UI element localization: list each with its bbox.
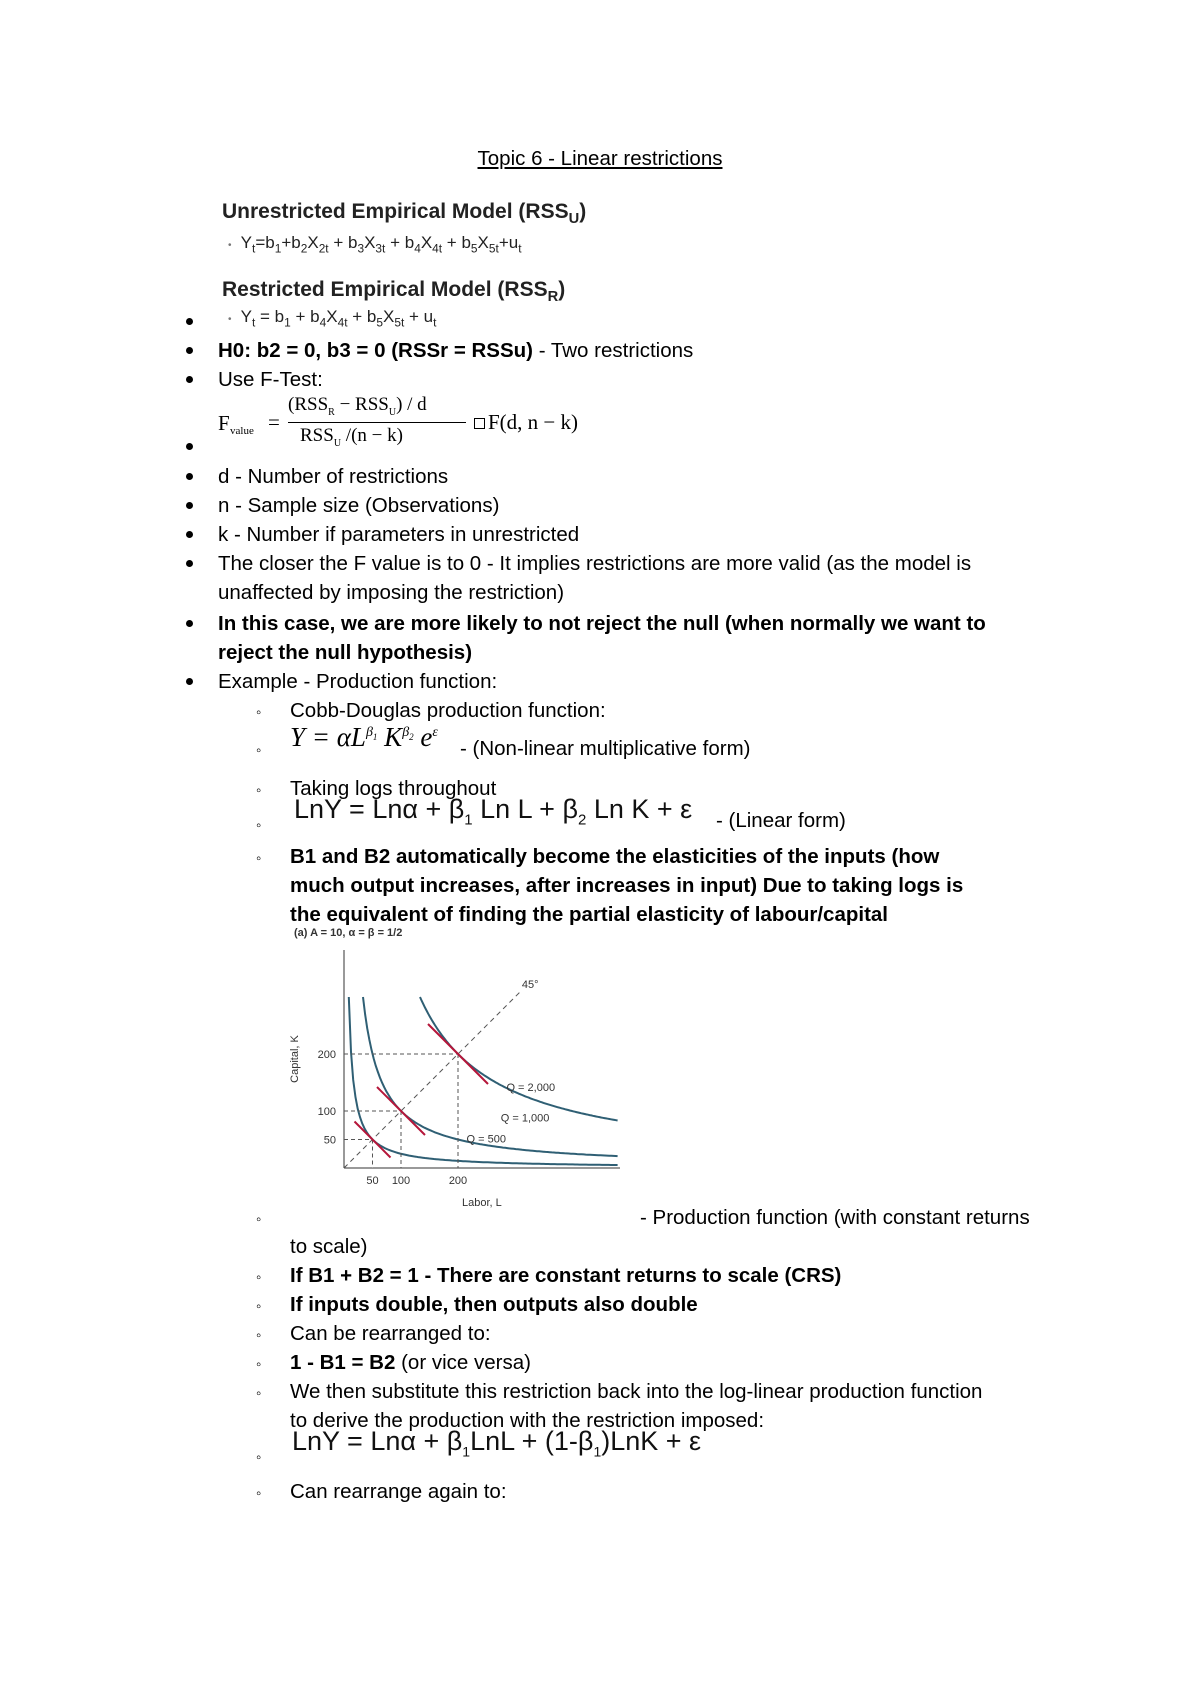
substitute-text-line1: We then substitute this restriction back into the log-linear production function: [290, 1380, 983, 1403]
bullet: [186, 376, 193, 383]
closer-f-text-line1: The closer the F value is to 0 - It implies restrictions are more valid (as the model is: [218, 552, 972, 575]
substitute-text-line2: to derive the production with the restriction imposed:: [290, 1409, 765, 1432]
bullet: [186, 347, 193, 354]
vice-versa-text: 1 - B1 = B2 (or vice versa): [290, 1351, 531, 1374]
isoquant-q2000: [420, 997, 618, 1121]
production-isoquant-chart: [280, 922, 650, 1212]
example-text: Example - Production function:: [218, 670, 498, 693]
unrestricted-model-heading: Unrestricted Empirical Model $(RSS_U)$: [222, 200, 587, 228]
cobb-douglas-text: Cobb-Douglas production function:: [290, 699, 606, 722]
elasticity-text-line1: B1 and B2 automatically become the elasticities of the inputs (how: [290, 845, 940, 868]
elasticity-text-line3: the equivalent of finding the partial elasticity of labour/capital: [290, 903, 889, 926]
unrestricted-model-equation: • $Y_t=b_1+b_2X_{2t} + b_3X_{3t} + b_4X_{4t} + b_5X_{5t}+u_t$: [228, 233, 522, 256]
in-this-case-line1: In this case, we are more likely to not reject the null (when normally we want to: [218, 612, 986, 635]
definition-k: k - Number if parameters in unrestricted: [218, 523, 580, 546]
elasticity-text-line2: much output increases, after increases in input) Due to taking logs is: [290, 874, 964, 897]
series-label-1: Q = 1,000: [500, 1112, 550, 1125]
sub-bullet: ◦: [256, 1385, 262, 1402]
closer-f-text-line2: unaffected by imposing the restriction): [218, 581, 565, 604]
x-axis-label: Labor, L: [462, 1197, 502, 1209]
bullet: [186, 318, 193, 325]
taking-logs-text: Taking logs throughout: [290, 777, 497, 800]
sub-bullet: ◦: [256, 742, 262, 759]
sub-bullet: ◦: [256, 1327, 262, 1344]
chart-title: (a) A = 10, α = β = 1/2: [294, 927, 403, 939]
x-tick-2: 200: [448, 1175, 468, 1187]
definition-d: d - Number of restrictions: [218, 465, 449, 488]
in-this-case-line2: reject the null hypothesis): [218, 641, 473, 664]
f-test-formula: F value = $(RSS_R - RSS_U) / d$ $RSS_U$ /(n − k) F(d, n − k): [218, 394, 579, 449]
series-label-2: Q = 2,000: [506, 1082, 556, 1095]
crs-text: If B1 + B2 = 1 - There are constant returns to scale (CRS): [290, 1264, 842, 1287]
x-tick-1: 100: [391, 1175, 411, 1187]
y-tick-0: 50: [323, 1134, 336, 1147]
sub-bullet: ◦: [256, 1211, 262, 1228]
restricted-model-equation: • $Y_t = b_1 + b_4X_{4t} + b_5X_{5t} + u_t$: [228, 307, 437, 330]
sub-bullet: ◦: [256, 1298, 262, 1315]
bullet: [186, 473, 193, 480]
bullet: [186, 443, 193, 450]
bullet: [186, 620, 193, 627]
nonlinear-note: - (Non-linear multiplicative form): [460, 737, 751, 760]
h0-hypothesis: H0: b2 = 0, b3 = 0 (RSSr = RSSu) - Two restrictions: [218, 339, 694, 362]
bullet: [186, 531, 193, 538]
linear-note: - (Linear form): [716, 809, 846, 832]
restricted-log-equation: LnY = $Ln\alpha + \beta_1LnL + (1-\beta_1)LnK + \varepsilon$: [292, 1426, 702, 1460]
x-tick-0: 50: [366, 1175, 379, 1187]
bullet: [186, 560, 193, 567]
bullet: [186, 678, 193, 685]
sub-bullet: ◦: [256, 1485, 262, 1502]
sub-bullet: ◦: [256, 1269, 262, 1286]
sub-bullet: ◦: [256, 1449, 262, 1466]
definition-n: n - Sample size (Observations): [218, 494, 500, 517]
bullet: [186, 502, 193, 509]
ray-45-label: 45°: [521, 979, 539, 992]
rearrange-again-text: Can rearrange again to:: [290, 1480, 507, 1503]
linear-form-equation: LnY = $Ln\alpha + \beta_1$ Ln $L + \beta_2$ Ln K + ε: [294, 794, 693, 829]
series-label-0: Q = 500: [466, 1133, 507, 1146]
rearranged-text: Can be rearranged to:: [290, 1322, 491, 1345]
sub-bullet: ◦: [256, 782, 262, 799]
restricted-model-heading: Restricted Empirical Model $(RSS_R)$: [222, 278, 566, 306]
sub-bullet: ◦: [256, 1356, 262, 1373]
y-tick-1: 100: [317, 1106, 336, 1118]
production-caption-line1: - Production function (with constant returns: [640, 1206, 1030, 1229]
inputs-double-text: If inputs double, then outputs also double: [290, 1293, 698, 1316]
use-ftest-text: Use F-Test:: [218, 368, 323, 391]
sub-bullet: ◦: [256, 817, 262, 834]
sub-bullet: ◦: [256, 850, 262, 867]
y-axis-label: Capital, K: [289, 1035, 301, 1083]
y-tick-2: 200: [317, 1049, 336, 1061]
sub-bullet: ◦: [256, 704, 262, 721]
production-caption-line2: to scale): [290, 1235, 368, 1258]
page-title: Topic 6 - Linear restrictions: [477, 147, 723, 170]
cobb-douglas-equation: $Y = \alpha L^{\beta_1}$ $K^{\beta_2}$ $e^\varepsilon$: [290, 722, 438, 752]
